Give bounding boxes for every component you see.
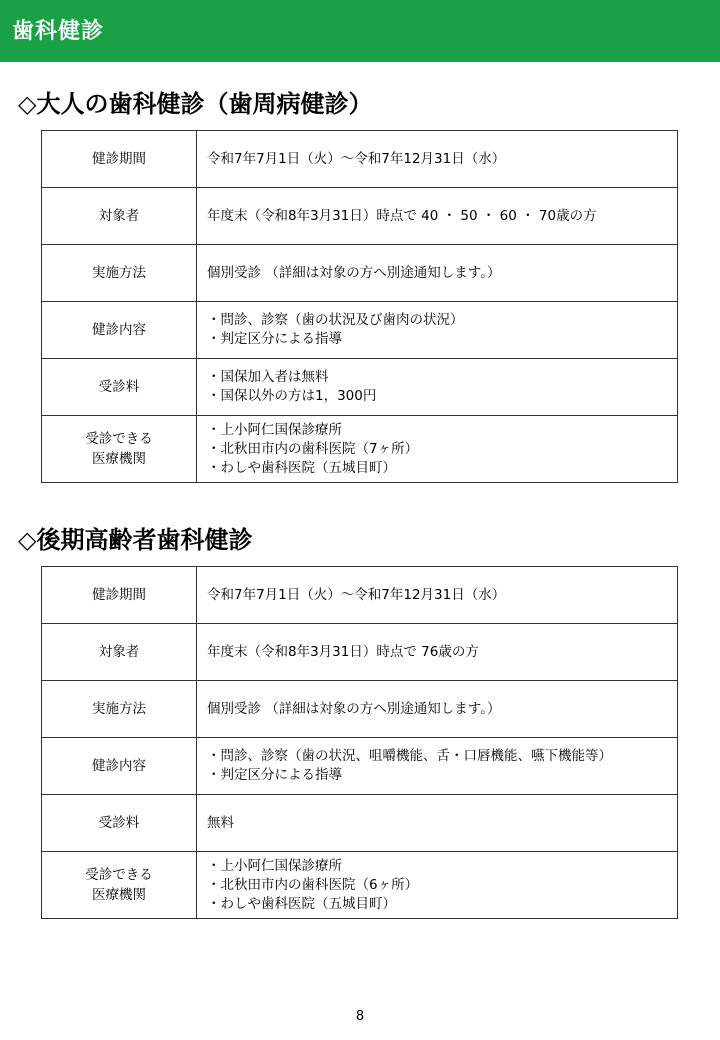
- row-label: 受診できる 医療機関: [42, 852, 197, 919]
- row-label: 対象者: [42, 624, 197, 681]
- row-value: ・問診、診察（歯の状況、咀嚼機能、舌・口唇機能、嚥下機能等） ・判定区分による指導: [197, 738, 678, 795]
- table-row: [42, 624, 678, 681]
- row-value: ・上小阿仁国保診療所 ・北秋田市内の歯科医院（6ヶ所） ・わしや歯科医院（五城目町）: [197, 852, 678, 919]
- row-value: 個別受診 （詳細は対象の方へ別途通知します。）: [197, 245, 678, 302]
- elderly-checkup-table: [41, 566, 678, 919]
- page-number: 8: [355, 1009, 365, 1024]
- table-row: [42, 188, 678, 245]
- table-row: [42, 245, 678, 302]
- row-label: 実施方法: [42, 681, 197, 738]
- table-row: [42, 416, 678, 483]
- row-value: 令和7年7月1日（火）～令和7年12月31日（水）: [197, 567, 678, 624]
- section-title-adult: ◇大人の歯科健診（歯周病健診）: [18, 90, 373, 118]
- row-label: 対象者: [42, 188, 197, 245]
- row-label: 健診内容: [42, 302, 197, 359]
- row-label: 健診期間: [42, 131, 197, 188]
- row-value: 無料: [197, 795, 678, 852]
- row-label: 受診料: [42, 795, 197, 852]
- row-value: ・国保加入者は無料 ・国保以外の方は1，300円: [197, 359, 678, 416]
- table-row: [42, 302, 678, 359]
- table-row: [42, 567, 678, 624]
- row-value: 年度末（令和8年3月31日）時点で 40 ・ 50 ・ 60 ・ 70歳の方: [197, 188, 678, 245]
- table-row: [42, 359, 678, 416]
- table-row: [42, 795, 678, 852]
- row-value: ・問診、診察（歯の状況及び歯肉の状況） ・判定区分による指導: [197, 302, 678, 359]
- row-value: ・上小阿仁国保診療所 ・北秋田市内の歯科医院（7ヶ所） ・わしや歯科医院（五城目町）: [197, 416, 678, 483]
- page-title: 歯科健診: [12, 19, 105, 44]
- row-value: 年度末（令和8年3月31日）時点で 76歳の方: [197, 624, 678, 681]
- row-label: 健診内容: [42, 738, 197, 795]
- table-row: [42, 131, 678, 188]
- adult-checkup-table: [41, 130, 678, 483]
- row-label: 受診できる 医療機関: [42, 416, 197, 483]
- row-label: 実施方法: [42, 245, 197, 302]
- header-bar: [0, 0, 720, 62]
- table-row: [42, 681, 678, 738]
- row-label: 受診料: [42, 359, 197, 416]
- table-row: [42, 738, 678, 795]
- row-value: 令和7年7月1日（火）～令和7年12月31日（水）: [197, 131, 678, 188]
- table-row: [42, 852, 678, 919]
- section-title-elderly: ◇後期高齢者歯科健診: [18, 526, 253, 554]
- row-label: 健診期間: [42, 567, 197, 624]
- row-value: 個別受診 （詳細は対象の方へ別途通知します。）: [197, 681, 678, 738]
